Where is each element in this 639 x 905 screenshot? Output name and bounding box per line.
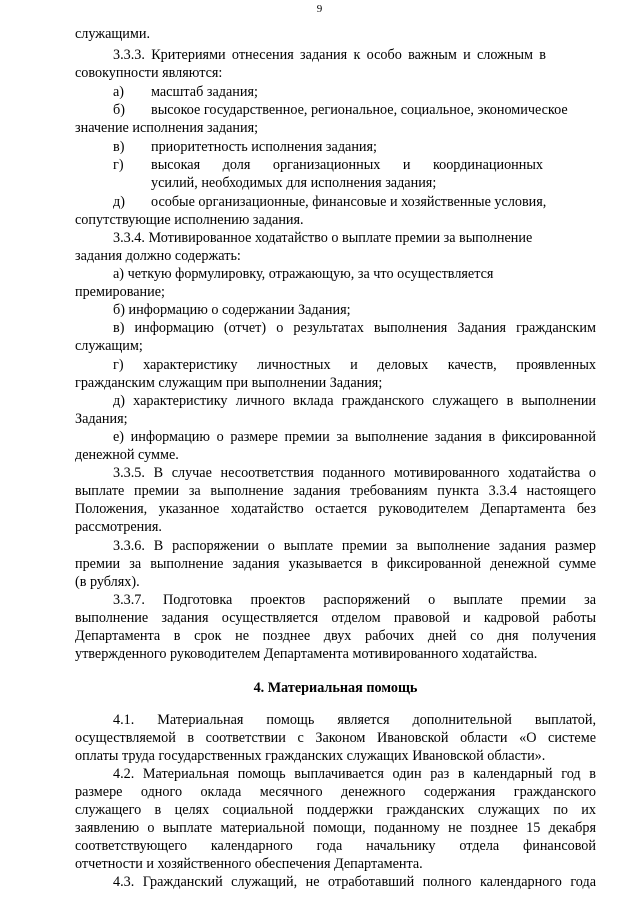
text-line: отчетности и хозяйственного обеспечения Департамента. [75,856,423,872]
text-line: Департамента в срок не позднее двух рабочих дней со дня получения [75,628,596,644]
list-label: а) [113,84,125,100]
text-line: б) информацию о содержании Задания; [113,302,351,318]
list-text: высокое государственное, региональное, социальное, экономическое [151,102,568,118]
list-item [75,101,596,119]
text-line: сопутствующие исполнению задания. [75,212,304,228]
text-line: Положения, указанное ходатайство остается руководителем Департамента без [75,501,596,517]
text-line: рассмотрения. [75,519,162,535]
text-line: д) характеристику личного вклада гражданского служащего в выполнении [113,393,596,409]
list-item [75,193,596,211]
text-line: Задания; [75,411,128,427]
text-line: 3.3.7. Подготовка проектов распоряжений о выплате премии за [113,592,596,608]
section-heading: 4. Материальная помощь [253,680,418,696]
text-line: денежной сумме. [75,447,179,463]
list-label: г) [113,157,124,173]
text-line: совокупности являются: [75,65,223,81]
list-text: масштаб задания; [151,84,258,100]
text-line: гражданским служащим при выполнении Задания; [75,375,383,391]
text-line: размере одного оклада месячного денежного содержания гражданского [75,784,596,800]
text-line: оплаты труда государственных гражданских служащих Ивановской области». [75,748,546,764]
text-line: (в рублях). [75,574,140,590]
text-line: 3.3.4. Мотивированное ходатайство о выплате премии за выполнение [113,230,533,246]
text-line: значение исполнения задания; [75,120,259,136]
text-line: е) информацию о размере премии за выполнение задания в фиксированной [113,429,596,445]
text-line: служащими. [75,26,151,42]
list-item [75,156,596,174]
text-line: заявлению о выплате материальной помощи, поданному не позднее 15 декабря [75,820,596,836]
text-line: 4.3. Гражданский служащий, не отработавший полного календарного года [113,874,596,890]
text-line: а) четкую формулировку, отражающую, за что осуществляется [113,266,494,282]
text-line: задания должно содержать: [75,248,241,264]
text-line: г) характеристику личностных и деловых качеств, проявленных [113,357,596,373]
text-line: осуществляемой в соответствии с Законом Ивановской области «О системе [75,730,596,746]
text-line: 4.1. Материальная помощь является дополнительной выплатой, [113,712,596,728]
list-text: высокая доля организационных и координационных [151,157,543,173]
text-line: 3.3.5. В случае несоответствия поданного мотивированного ходатайства о [113,465,596,481]
text-line: усилий, необходимых для исполнения задания; [151,175,437,191]
list-label: д) [113,194,125,210]
list-text: особые организационные, финансовые и хозяйственные условия, [151,194,547,210]
text-line: соответствующего календарного года начальнику отдела финансовой [75,838,596,854]
text-line: премирование; [75,284,165,300]
text-line: выплате премии за выполнение задания требованиям пункта 3.3.4 настоящего [75,483,596,499]
text-line: 4.2. Материальная помощь выплачивается один раз в календарный год в [113,766,596,782]
list-item [75,138,596,156]
text-line: 3.3.6. В распоряжении о выплате премии за выполнение задания размер [113,538,596,554]
text-line: премии за выполнение задания указывается в фиксированной денежной сумме [75,556,596,572]
list-label: б) [113,102,125,118]
list-text: приоритетность исполнения задания; [151,139,377,155]
list-item [75,83,596,101]
text-line: служащего в целях социальной поддержки гражданских служащих по их [75,802,596,818]
text-line: в) информацию (отчет) о результатах выполнения Задания гражданским [113,320,596,336]
page-number: 9 [316,3,323,15]
text-line: 3.3.3. Критериями отнесения задания к особо важным и сложным в [113,47,546,63]
text-line: служащим; [75,338,143,354]
list-label: в) [113,139,125,155]
text-line: выполнение задания осуществляется отделом правовой и кадровой работы [75,610,596,626]
text-line: утвержденного руководителем Департамента мотивированного ходатайства. [75,646,538,662]
